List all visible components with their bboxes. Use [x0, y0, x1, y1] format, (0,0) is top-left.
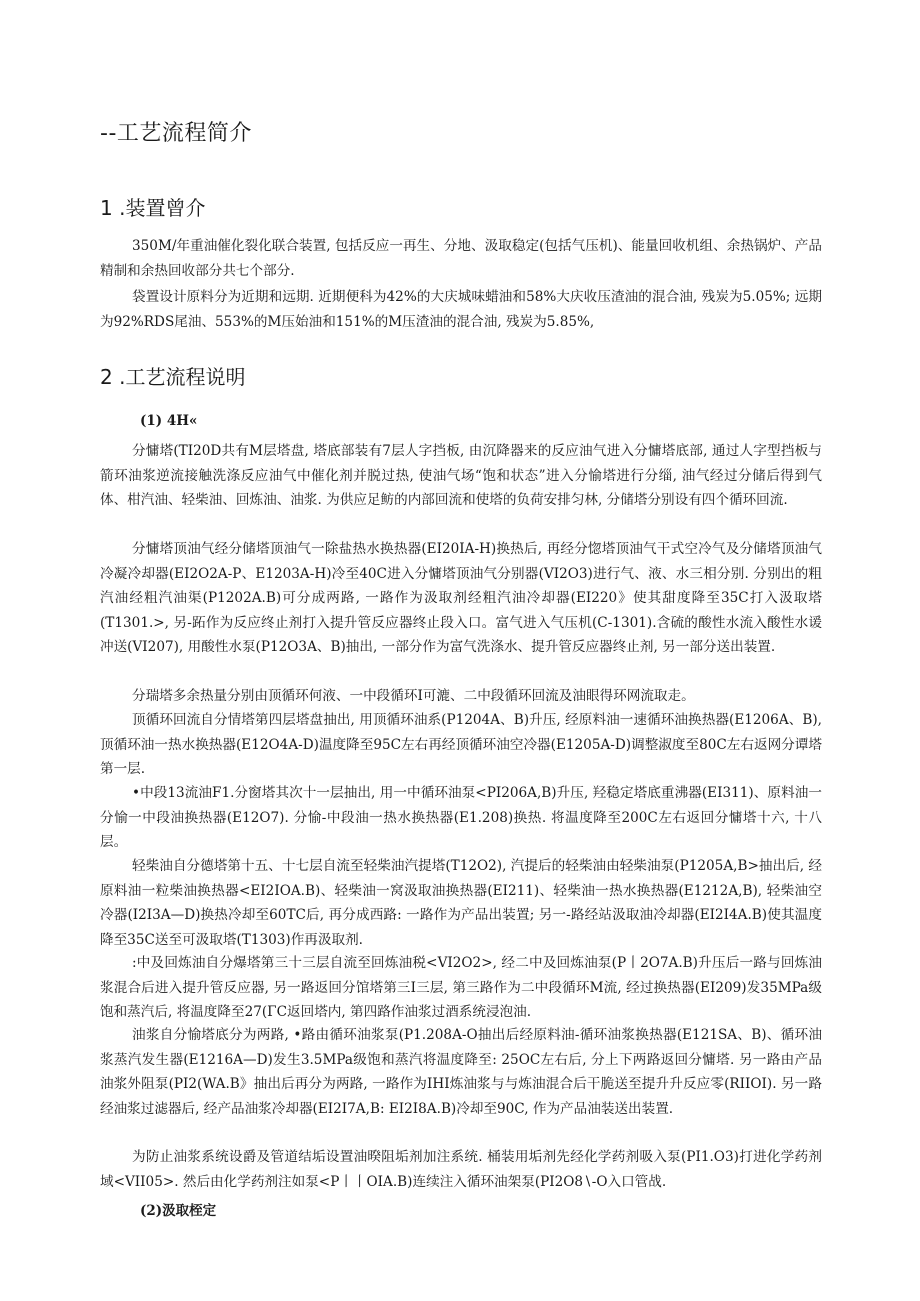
section-2-paragraph-7: :中及回炼油自分爆塔第三十三层自流至回炼油税<VI2O2>, 经二中及回炼油泵(P丨2O7A.B)升压后一路与回炼油浆混合后进入提升管反应器, 另一路返回分馆塔第三I三层, 第三路作为二中段循环M流, 经过换热器(EI209)发35MPa级饱和蒸汽后, 将温度降至27(ΓC返回塔内, 第四路作油浆过酒系统浸泡油.	[100, 955, 822, 1020]
section-2-paragraph-3: 分瑞塔多余热量分别由顶循环何液、一中段循环I可漉、二中段循环回流及油眼得环网流取走。	[132, 688, 695, 704]
document-title: --工艺流程简介	[100, 121, 252, 146]
section-2-paragraph-1: 分慵塔(TI20D共有M层塔盘, 塔底部装有7层人字挡板, 由沉降器来的反应油气进入分慵塔底部, 通过人字型挡板与箭环油浆逆流接触洗涤反应油气中催化剂并脱过热, 使油气场“饱和状态”进入分愉塔进行分缁, 油气经过分储后得到气体、柑汽油、轻柴油、回炼油、油浆. 为供应足鲂的内部回流和使塔的负荷安排匀林, 分储塔分别设有四个循环回流.	[100, 443, 822, 508]
section-2-paragraph-6: 轻柴油自分德塔第十五、十七层自流至轻柴油汽提塔(T12O2), 汽提后的轻柴油由轻柴油泵(P1205A,B>抽出后, 经原料油一粒柴油换热器<EI2IOA.B)、轻柴油一窝汲取油换热器(EI211)、轻柴油一热水换热器(E1212A,B), 轻柴油空冷器(I2I3A—D)换热冷却至60TC后, 再分成西路: 一路作为产品出装置; 另一-路经站汲取油冷却器(EI2I4A.B)使其温度降至35C送至可汲取塔(T1303)作再汲取剂.	[100, 858, 822, 948]
section-1-paragraph-2: 袋置设计原料分为近期和远期. 近期便科为42%的大庆城味蜡油和58%大庆收压渣油的混合油, 残炭为5.05%; 远期为92%RDS尾油、553%的M压始油和151%的M压渣油的混合油, 残炭为5.85%,	[100, 289, 822, 330]
section-2-heading: 2 .工艺流程说明	[100, 365, 246, 389]
section-2-paragraph-2: 分慵塔顶油气经分储塔顶油气一除盐热水换热器(EI20IA-H)换热后, 再经分惚塔顶油气干式空冷气及分储塔顶油气冷凝冷却器(EI2O2A-P、E1203A-H)冷至40C进入分慵塔顶油气分别器(VI2O3)进行气、液、水三相分别. 分别出的粗汽油经粗汽油渠(P1202A.B)可分成两路, 一路作为汲取剂经粗汽油冷却器(EI220》使其甜度降至35C打入汲取塔(T1301.>, 另-跖作为反应终止剂打入提升管反应器终止段入口。富气进入气压机(C-1301).含硫的酸性水流入酸性水谖冲送(VI207), 用酸性水泵(P12O3A、B)抽出, 一部分作为富气洗涤水、提升管反应器终止剂, 另一部分送出装置.	[100, 541, 822, 655]
section-2-paragraph-9: 为防止油浆系统设爵及管道结垢设置油暌阻垢剂加注系统. 桶装用垢剂先经化学药剂吸入泵(PI1.O3)打进化学药剂域<VII05>. 然后由化学药剂注如泵<P丨丨OIA.B)连续注入循环油架泵(PI2O8∖-O入口管战.	[100, 1149, 822, 1190]
section-2-paragraph-8: 油浆自分愉塔底分为两路, •路由循环油浆泵(P1.208A-O抽出后经原料油-循环油浆换热器(E121SA、B)、循环油浆蒸汽发生器(E1216A—D)发生3.5MPa级饱和蒸汽将温度降至: 25OC左右后, 分上下两路返回分慵塔. 另一路由产品油浆外阻泵(PI2(WA.B》抽出后再分为两路, 一路作为IHI炼油浆与与炼油混合后干脆送至提升升反应零(RIIOI). 另一路经油浆过滤器后, 经产品油浆冷却器(EI2I7A,B: EI2I8A.B)冷却至90C, 作为产品油装送出装置.	[100, 1027, 822, 1117]
subsection-1-heading: (1) 4H«	[140, 413, 198, 429]
section-1-heading: 1 .装置曾介	[100, 196, 206, 220]
section-2-paragraph-5: •中段13流油F1.分窗塔其次十一层抽出, 用一中循环油泵<PI206A,B)升压, 羟稳定塔底重沸器(EI311)、原料油一分愉一中段油换热器(E12O7). 分愉-中段油一热水换热器(E1.208)换热. 将温度降至200C左右返回分慵塔十六, 十八层。	[100, 785, 822, 850]
section-1-paragraph-1: 350M/年重油催化裂化联合装置, 包括反应一再生、分地、汲取稳定(包括气压机)、能量回收机组、余热锅炉、产品精制和余热回收部分共七个部分.	[100, 238, 822, 279]
subsection-2-heading: (2)汲取桎定	[140, 1203, 217, 1219]
section-2-paragraph-4: 顶循环回流自分情塔第四层塔盘抽出, 用顶循环油系(P1204A、B)升压, 经原料油一速循环油换热器(E1206A、B), 顶循环油一热水换热器(E12O4A-D)温度降至95C左右再经顶循环油空冷器(E1205A-D)调整淑度至80C左右返网分谭塔第一层.	[100, 712, 822, 777]
